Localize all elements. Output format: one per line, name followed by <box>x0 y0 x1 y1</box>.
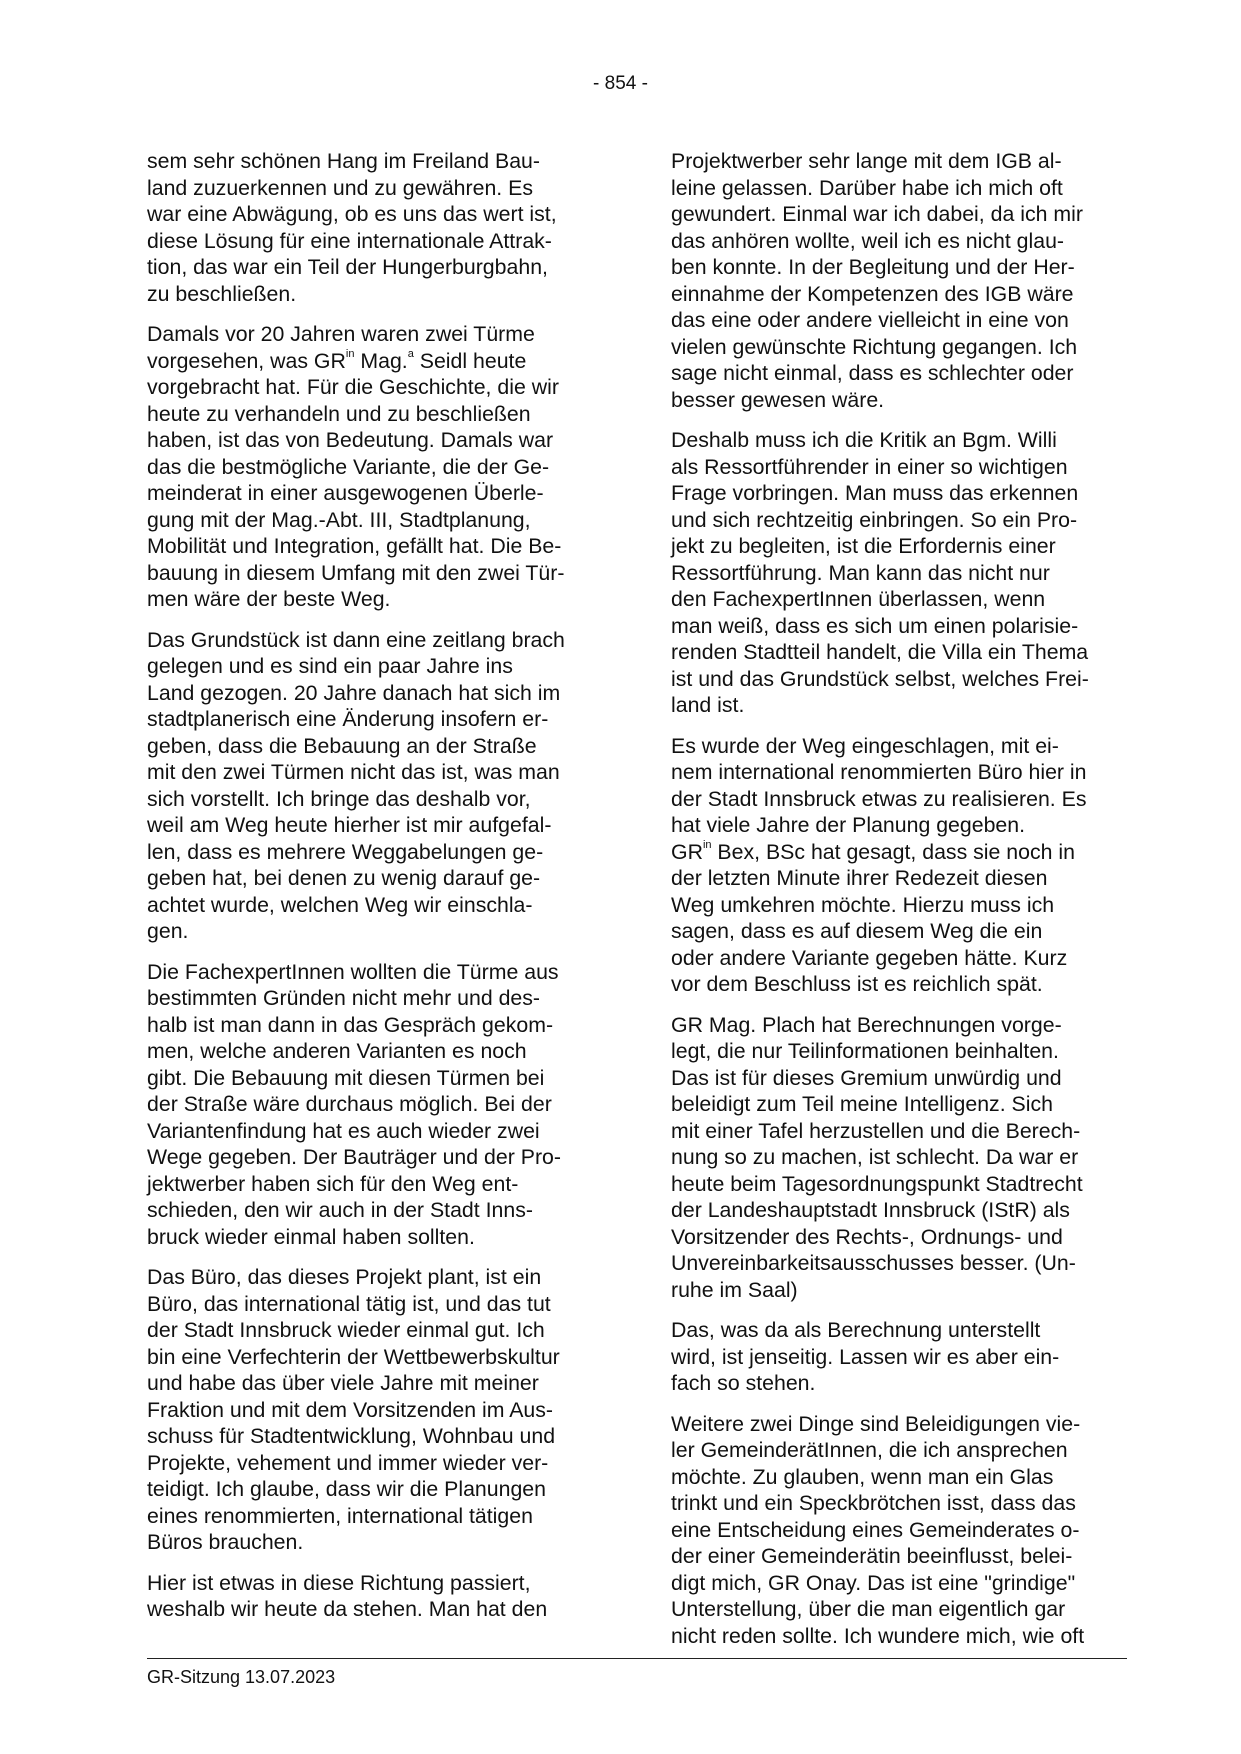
text-line: len, dass es mehrere Weggabelungen ge- <box>147 839 544 864</box>
text-line: Weitere zwei Dinge sind Beleidigungen vie- <box>671 1411 1081 1436</box>
text-line: jekt zu begleiten, ist die Erfordernis einer <box>671 534 1056 558</box>
text-line: man weiß, dass es sich um einen polarisie- <box>671 613 1079 638</box>
text-line: haben, ist das von Bedeutung. Damals war <box>147 428 554 452</box>
paragraph <box>147 321 599 613</box>
text-line: ist und das Grundstück selbst, welches Frei- <box>671 666 1089 691</box>
text-line: gelegen und es sind ein paar Jahre ins <box>147 654 513 678</box>
text-line: Variantenfindung hat es auch wieder zwei <box>147 1118 540 1143</box>
text-line: Fraktion und mit dem Vorsitzenden im Aus- <box>147 1397 554 1422</box>
text-line: gen. <box>147 919 189 943</box>
text-line: heute beim Tagesordnungspunkt Stadtrecht <box>671 1171 1083 1196</box>
text-line: oder andere Variante gegeben hätte. Kurz <box>671 945 1068 970</box>
paragraph <box>671 1411 1123 1650</box>
text-line: Weg umkehren möchte. Hierzu muss ich <box>671 892 1055 917</box>
text-line: gibt. Die Bebauung mit diesen Türmen bei <box>147 1065 545 1090</box>
text-line: das die bestmögliche Variante, die der Ge- <box>147 454 550 479</box>
text-line: leine gelassen. Darüber habe ich mich oft <box>671 175 1063 200</box>
text-line: vorgebracht hat. Für die Geschichte, die wir <box>147 375 559 399</box>
text-line: besser gewesen wäre. <box>671 387 885 412</box>
text-line: Projekte, vehement und immer wieder ver- <box>147 1450 549 1475</box>
text-line: zu beschließen. <box>147 281 297 306</box>
text-line: weshalb wir heute da stehen. Man hat den <box>147 1597 548 1621</box>
text-line: nem international renommierten Büro hier in <box>671 760 1087 784</box>
text-line: hat viele Jahre der Planung gegeben. <box>671 813 1026 837</box>
text-line: heute zu verhandeln und zu beschließen <box>147 401 531 426</box>
text-line: der letzten Minute ihrer Redezeit diesen <box>671 866 1048 890</box>
text-line: GR Mag. Plach hat Berechnungen vorge- <box>671 1012 1062 1037</box>
paragraph <box>147 1264 599 1556</box>
paragraph <box>147 627 599 945</box>
text-line: ben konnte. In der Begleitung und der Her- <box>671 255 1075 279</box>
text-line: wird, ist jenseitig. Lassen wir es aber ein- <box>671 1344 1060 1369</box>
text-line: Das ist für dieses Gremium unwürdig und <box>671 1065 1062 1090</box>
text-line: schuss für Stadtentwicklung, Wohnbau und <box>147 1424 556 1448</box>
text-line: Frage vorbringen. Man muss das erkennen <box>671 481 1079 505</box>
text-line: vielen gewünschte Richtung gegangen. Ich <box>671 334 1078 359</box>
footer-session-date: GR-Sitzung 13.07.2023 <box>147 1667 336 1687</box>
text-line: der Landeshauptstadt Innsbruck (IStR) als <box>671 1198 1070 1222</box>
page-number: - 854 - <box>593 73 648 94</box>
text-line: men, welche anderen Varianten es noch <box>147 1039 527 1063</box>
text-line: sich vorstellt. Ich bringe das deshalb vor, <box>147 786 531 811</box>
text-line: sagen, dass es auf diesem Weg die ein <box>671 919 1043 943</box>
text-line: Das Grundstück ist dann eine zeitlang brach <box>147 627 565 652</box>
text-line: sem sehr schönen Hang im Freiland Bau- <box>147 149 540 173</box>
text-line: Das, was da als Berechnung unterstellt <box>671 1318 1041 1342</box>
paragraph <box>147 148 599 307</box>
superscript: in <box>345 348 355 361</box>
text-line: eine Entscheidung eines Gemeinderates o- <box>671 1517 1080 1542</box>
text-line: Büro, das international tätig ist, und das tut <box>147 1291 551 1316</box>
text-line: Büros brauchen. <box>147 1530 304 1554</box>
text-line: das anhören wollte, weil ich es nicht glau- <box>671 228 1065 253</box>
paragraph <box>147 1570 599 1623</box>
text-line: Mobilität und Integration, gefällt hat. Die Be- <box>147 534 562 558</box>
text-line: Das Büro, das dieses Projekt plant, ist ein <box>147 1265 542 1289</box>
text-line: vor dem Beschluss ist es reichlich spät. <box>671 972 1043 996</box>
text-line: halb ist man dann in das Gespräch gekom- <box>147 1012 554 1037</box>
text-line: der Stadt Innsbruck etwas zu realisieren. Es <box>671 786 1087 811</box>
text-line: teidigt. Ich glaube, dass wir die Planungen <box>147 1477 546 1501</box>
text-line: den FachexpertInnen überlassen, wenn <box>671 587 1046 611</box>
text-line: Land gezogen. 20 Jahre danach hat sich im <box>147 680 561 705</box>
text-line: bin eine Verfechterin der Wettbewerbskultur <box>147 1344 560 1369</box>
text-line: Die FachexpertInnen wollten die Türme aus <box>147 959 559 984</box>
footer-divider <box>147 1658 1127 1659</box>
paragraph <box>671 1012 1123 1304</box>
text-line: eines renommierten, international tätigen <box>147 1503 533 1528</box>
text-line: Wege gegeben. Der Bauträger und der Pro- <box>147 1145 561 1169</box>
text-column-right <box>671 148 1123 1663</box>
text-line: der Stadt Innsbruck wieder einmal gut. Ich <box>147 1318 545 1342</box>
text-line: mit einer Tafel herzustellen und die Berech- <box>671 1118 1081 1143</box>
text-line: Deshalb muss ich die Kritik an Bgm. Willi <box>671 428 1057 452</box>
text-line: Projektwerber sehr lange mit dem IGB al- <box>671 149 1062 173</box>
text-line: nicht reden sollte. Ich wundere mich, wie oft <box>671 1623 1085 1648</box>
text-line: bauung in diesem Umfang mit den zwei Tür- <box>147 560 565 585</box>
text-line: trinkt und ein Speckbrötchen isst, dass das <box>671 1491 1076 1515</box>
text-line: war eine Abwägung, ob es uns das wert ist, <box>147 202 557 226</box>
text-line: mit den zwei Türmen nicht das ist, was man <box>147 760 560 784</box>
text-line: Vorsitzender des Rechts-, Ordnungs- und <box>671 1224 1063 1249</box>
text-line: land ist. <box>671 693 745 717</box>
text-line: geben hat, bei denen zu wenig darauf ge- <box>147 866 541 890</box>
text-line: einnahme der Kompetenzen des IGB wäre <box>671 281 1074 306</box>
superscript: in <box>702 839 712 852</box>
text-line: Es wurde der Weg eingeschlagen, mit ei- <box>671 733 1059 758</box>
text-line: fach so stehen. <box>671 1371 816 1395</box>
text-line: Hier ist etwas in diese Richtung passiert, <box>147 1570 531 1595</box>
text-line: bruck wieder einmal haben sollten. <box>147 1224 475 1249</box>
text-line: achtet wurde, welchen Weg wir einschla- <box>147 892 533 917</box>
text-line: und habe das über viele Jahre mit meiner <box>147 1371 539 1395</box>
paragraph <box>671 733 1123 998</box>
text-line: digt mich, GR Onay. Das ist eine "grindige" <box>671 1570 1076 1595</box>
text-line: nung so zu machen, ist schlecht. Da war er <box>671 1145 1079 1169</box>
text-line: land zuzuerkennen und zu gewähren. Es <box>147 175 533 200</box>
text-line: Ressortführung. Man kann das nicht nur <box>671 560 1050 585</box>
paragraph <box>671 1317 1123 1397</box>
text-line: tion, das war ein Teil der Hungerburgbahn, <box>147 255 548 279</box>
text-line: renden Stadtteil handelt, die Villa ein Thema <box>671 640 1089 664</box>
text-line: Damals vor 20 Jahren waren zwei Türme <box>147 322 535 346</box>
text-line: diese Lösung für eine internationale Attrak- <box>147 228 552 253</box>
text-line: jektwerber haben sich für den Weg ent- <box>147 1171 519 1196</box>
superscript: a <box>407 348 414 361</box>
text-line: der Straße wäre durchaus möglich. Bei der <box>147 1092 552 1116</box>
text-line: weil am Weg heute hierher ist mir aufgefal- <box>147 813 552 837</box>
text-line: möchte. Zu glauben, wenn man ein Glas <box>671 1464 1054 1489</box>
text-line: schieden, den wir auch in der Stadt Inns- <box>147 1198 533 1222</box>
text-line: vorgesehen, was $GR^{in}$ Mag.$^a$ Seidl heute <box>147 348 527 373</box>
text-line: und sich rechtzeitig einbringen. So ein Pro- <box>671 507 1078 532</box>
text-line: gung mit der Mag.-Abt. III, Stadtplanung, <box>147 507 531 532</box>
text-line: men wäre der beste Weg. <box>147 587 391 611</box>
text-line: meinderat in einer ausgewogenen Überle- <box>147 481 544 505</box>
text-line: der einer Gemeinderätin beeinflusst, belei- <box>671 1544 1073 1568</box>
text-line: stadtplanerisch eine Änderung insofern er- <box>147 707 549 731</box>
paragraph <box>671 427 1123 719</box>
text-line: bestimmten Gründen nicht mehr und des- <box>147 986 541 1010</box>
text-line: gewundert. Einmal war ich dabei, da ich mir <box>671 202 1083 226</box>
text-line: beleidigt zum Teil meine Intelligenz. Sich <box>671 1092 1053 1116</box>
text-line: ler GemeinderätInnen, die ich ansprechen <box>671 1438 1068 1462</box>
text-line: $GR^{in}$ Bex, BSc hat gesagt, dass sie noch in <box>671 839 1075 864</box>
text-line: als Ressortführender in einer so wichtigen <box>671 454 1068 479</box>
paragraph <box>147 959 599 1251</box>
text-line: legt, die nur Teilinformationen beinhalten. <box>671 1039 1059 1063</box>
text-line: sage nicht einmal, dass es schlechter oder <box>671 361 1074 385</box>
text-line: ruhe im Saal) <box>671 1277 798 1302</box>
text-line: Unterstellung, über die man eigentlich gar <box>671 1597 1066 1621</box>
text-line: Unvereinbarkeitsausschusses besser. (Un- <box>671 1251 1076 1275</box>
paragraph <box>671 148 1123 413</box>
text-line: geben, dass die Bebauung an der Straße <box>147 733 537 758</box>
text-column-left <box>147 148 599 1637</box>
text-line: das eine oder andere vielleicht in eine von <box>671 308 1069 332</box>
